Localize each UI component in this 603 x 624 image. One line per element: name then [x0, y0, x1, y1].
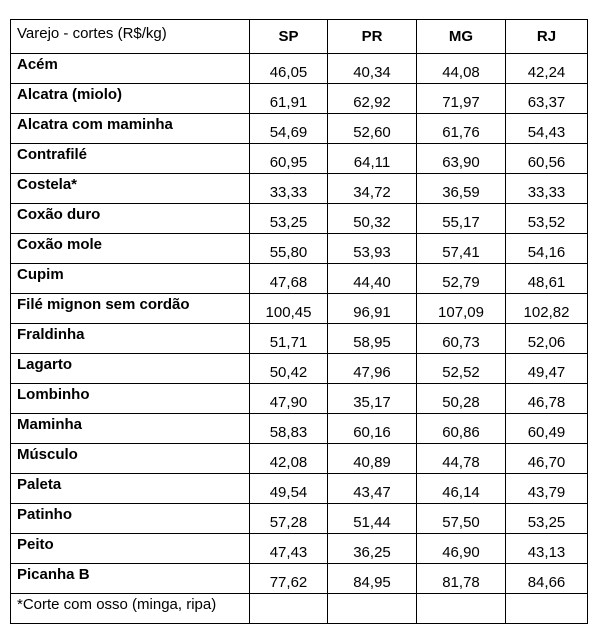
- price-cell-pr: 47,96: [328, 354, 417, 384]
- price-cell-pr: 84,95: [328, 564, 417, 594]
- price-cell-mg: 52,79: [417, 264, 506, 294]
- table-row: [11, 84, 588, 114]
- price-cell-sp: 46,05: [250, 54, 328, 84]
- price-cell-sp: 57,28: [250, 504, 328, 534]
- price-table-body: [11, 20, 588, 624]
- empty-cell: [506, 594, 588, 624]
- price-cell-pr: 60,16: [328, 414, 417, 444]
- price-cell-mg: 44,78: [417, 444, 506, 474]
- table-row: [11, 114, 588, 144]
- price-cell-pr: 53,93: [328, 234, 417, 264]
- price-cell-mg: 61,76: [417, 114, 506, 144]
- cut-name-cell: Coxão mole: [11, 234, 250, 264]
- price-cell-mg: 63,90: [417, 144, 506, 174]
- table-row: [11, 144, 588, 174]
- price-cell-pr: 34,72: [328, 174, 417, 204]
- price-cell-pr: 64,11: [328, 144, 417, 174]
- price-cell-mg: 57,50: [417, 504, 506, 534]
- cut-name-cell: Fraldinha: [11, 324, 250, 354]
- empty-cell: [250, 594, 328, 624]
- price-cell-pr: 35,17: [328, 384, 417, 414]
- price-cell-mg: 50,28: [417, 384, 506, 414]
- price-cell-sp: 61,91: [250, 84, 328, 114]
- cut-name-cell: Lagarto: [11, 354, 250, 384]
- cut-name-cell: Peito: [11, 534, 250, 564]
- price-cell-sp: 51,71: [250, 324, 328, 354]
- price-cell-rj: 60,56: [506, 144, 588, 174]
- cut-name-cell: Lombinho: [11, 384, 250, 414]
- price-cell-rj: 42,24: [506, 54, 588, 84]
- price-cell-pr: 36,25: [328, 534, 417, 564]
- price-cell-sp: 54,69: [250, 114, 328, 144]
- price-cell-rj: 54,43: [506, 114, 588, 144]
- table-footnote-row: [11, 594, 588, 624]
- cut-name-cell: Acém: [11, 54, 250, 84]
- price-cell-mg: 71,97: [417, 84, 506, 114]
- cut-name-cell: Maminha: [11, 414, 250, 444]
- price-cell-rj: 48,61: [506, 264, 588, 294]
- table-row: [11, 534, 588, 564]
- cut-name-cell: Músculo: [11, 444, 250, 474]
- table-header-row: [11, 20, 588, 54]
- price-cell-pr: 40,89: [328, 444, 417, 474]
- header-col-sp: SP: [250, 20, 328, 54]
- price-cell-rj: 46,70: [506, 444, 588, 474]
- price-cell-sp: 49,54: [250, 474, 328, 504]
- cut-name-cell: Patinho: [11, 504, 250, 534]
- price-cell-sp: 77,62: [250, 564, 328, 594]
- price-cell-rj: 54,16: [506, 234, 588, 264]
- cut-name-cell: Picanha B: [11, 564, 250, 594]
- cut-name-cell: Alcatra (miolo): [11, 84, 250, 114]
- table-row: [11, 204, 588, 234]
- table-row: [11, 234, 588, 264]
- table-row: [11, 384, 588, 414]
- price-cell-pr: 52,60: [328, 114, 417, 144]
- price-cell-pr: 43,47: [328, 474, 417, 504]
- header-label-cell: Varejo - cortes (R$/kg): [11, 20, 250, 54]
- price-cell-rj: 43,13: [506, 534, 588, 564]
- cut-name-cell: Paleta: [11, 474, 250, 504]
- price-cell-sp: 53,25: [250, 204, 328, 234]
- price-cell-rj: 53,25: [506, 504, 588, 534]
- price-cell-rj: 102,82: [506, 294, 588, 324]
- table-row: [11, 264, 588, 294]
- table-row: [11, 564, 588, 594]
- price-cell-sp: 47,90: [250, 384, 328, 414]
- price-table: [10, 19, 588, 624]
- price-cell-mg: 107,09: [417, 294, 506, 324]
- price-cell-sp: 33,33: [250, 174, 328, 204]
- price-cell-sp: 58,83: [250, 414, 328, 444]
- price-cell-mg: 36,59: [417, 174, 506, 204]
- price-cell-pr: 40,34: [328, 54, 417, 84]
- price-cell-mg: 46,90: [417, 534, 506, 564]
- price-cell-mg: 60,86: [417, 414, 506, 444]
- price-cell-sp: 55,80: [250, 234, 328, 264]
- cut-name-cell: Coxão duro: [11, 204, 250, 234]
- cut-name-cell: Contrafilé: [11, 144, 250, 174]
- price-cell-rj: 53,52: [506, 204, 588, 234]
- price-cell-mg: 44,08: [417, 54, 506, 84]
- footnote-cell: *Corte com osso (minga, ripa): [11, 594, 250, 624]
- cut-name-cell: Alcatra com maminha: [11, 114, 250, 144]
- price-cell-mg: 52,52: [417, 354, 506, 384]
- price-cell-rj: 43,79: [506, 474, 588, 504]
- price-cell-pr: 96,91: [328, 294, 417, 324]
- price-cell-mg: 81,78: [417, 564, 506, 594]
- price-cell-rj: 49,47: [506, 354, 588, 384]
- header-col-mg: MG: [417, 20, 506, 54]
- price-cell-pr: 51,44: [328, 504, 417, 534]
- price-cell-rj: 46,78: [506, 384, 588, 414]
- table-row: [11, 474, 588, 504]
- empty-cell: [417, 594, 506, 624]
- price-cell-sp: 100,45: [250, 294, 328, 324]
- price-cell-pr: 62,92: [328, 84, 417, 114]
- table-row: [11, 54, 588, 84]
- table-row: [11, 504, 588, 534]
- empty-cell: [328, 594, 417, 624]
- table-row: [11, 414, 588, 444]
- price-cell-pr: 58,95: [328, 324, 417, 354]
- header-col-pr: PR: [328, 20, 417, 54]
- price-cell-mg: 60,73: [417, 324, 506, 354]
- price-cell-sp: 47,43: [250, 534, 328, 564]
- cut-name-cell: Cupim: [11, 264, 250, 294]
- table-row: [11, 444, 588, 474]
- header-col-rj: RJ: [506, 20, 588, 54]
- cut-name-cell: Filé mignon sem cordão: [11, 294, 250, 324]
- price-cell-mg: 46,14: [417, 474, 506, 504]
- price-cell-sp: 42,08: [250, 444, 328, 474]
- price-cell-sp: 50,42: [250, 354, 328, 384]
- price-cell-rj: 33,33: [506, 174, 588, 204]
- price-cell-mg: 57,41: [417, 234, 506, 264]
- table-row: [11, 174, 588, 204]
- price-cell-pr: 50,32: [328, 204, 417, 234]
- price-cell-rj: 60,49: [506, 414, 588, 444]
- price-cell-sp: 47,68: [250, 264, 328, 294]
- price-cell-mg: 55,17: [417, 204, 506, 234]
- table-row: [11, 294, 588, 324]
- cut-name-cell: Costela*: [11, 174, 250, 204]
- price-cell-rj: 84,66: [506, 564, 588, 594]
- price-cell-pr: 44,40: [328, 264, 417, 294]
- table-row: [11, 324, 588, 354]
- table-row: [11, 354, 588, 384]
- price-cell-rj: 63,37: [506, 84, 588, 114]
- price-cell-sp: 60,95: [250, 144, 328, 174]
- price-cell-rj: 52,06: [506, 324, 588, 354]
